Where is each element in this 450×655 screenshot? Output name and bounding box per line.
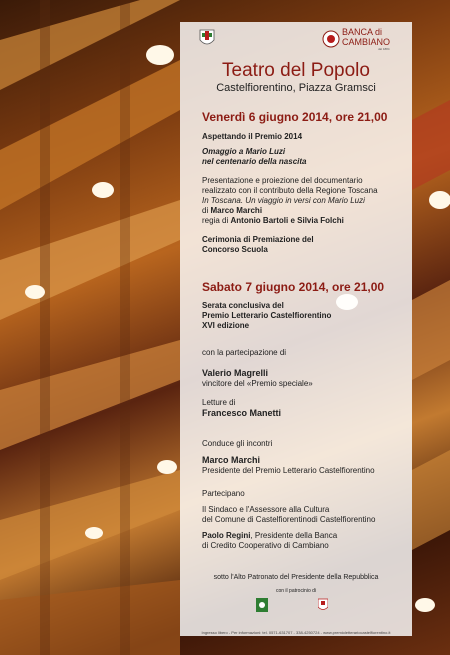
day2-marco-role: Presidente del Premio Letterario Castelfiorentino xyxy=(202,466,375,475)
day2-serata-line3: XVI edizione xyxy=(202,321,250,330)
day1-doc-line1: Presentazione e proiezione del documentario xyxy=(202,176,363,185)
page-title: Teatro del Popolo xyxy=(222,60,370,81)
day1-doc-title: In Toscana. Un viaggio in versi con Mario Luzi xyxy=(202,196,365,205)
day1-di-name: Marco Marchi xyxy=(210,206,263,215)
day2-marco-name: Marco Marchi xyxy=(202,455,261,465)
day2-sindaco-line2: del Comune di Castelfiorentinodi Castelfiorentino xyxy=(202,515,376,524)
day1-omaggio-line2: nel centenario della nascita xyxy=(202,157,307,166)
day1-doc-line2: realizzato con il contributo della Regione Toscana xyxy=(202,186,378,195)
footer-info: Ingresso libero - Per informazioni: tel. 0571-631707 - 338-4250724 - www.premioletterariocastelfiorentino.it xyxy=(201,630,391,635)
bank-logo-icon xyxy=(322,30,340,48)
bank-name-line2: CAMBIANO xyxy=(342,37,391,47)
day2-paolo-role-line2: di Credito Cooperativo di Cambiano xyxy=(202,541,329,550)
day1-regia-line xyxy=(202,216,344,226)
day2-serata-line1: Serata conclusiva del xyxy=(202,301,284,310)
patrocinio-text: con il patrocinio di xyxy=(275,588,317,594)
day2-paolo-name: Paolo Regini xyxy=(202,531,251,540)
bank-name-line1: BANCA di xyxy=(342,27,383,37)
day1-di-line xyxy=(202,206,262,216)
day2-partecipano: Partecipano xyxy=(202,489,245,498)
day2-partecipazione: con la partecipazione di xyxy=(202,348,287,357)
day1-cerimonia-line2: Concorso Scuola xyxy=(202,245,268,254)
day1-heading: Aspettando il Premio 2014 xyxy=(202,132,303,141)
day1-regia-prefix: regia di xyxy=(202,216,229,225)
day2-valerio-role: vincitore del «Premio speciale» xyxy=(202,379,313,388)
day1-date: Venerdì 6 giugno 2014, ore 21,00 xyxy=(202,110,388,124)
day1-di-prefix: di xyxy=(202,206,209,215)
day1-regia-names: Antonio Bartoli e Silvia Folchi xyxy=(230,216,344,225)
day1-cerimonia-line1: Cerimonia di Premiazione del xyxy=(202,235,314,244)
day2-paolo-role-line1: , Presidente della Banca xyxy=(250,531,338,540)
day2-serata-line2: Premio Letterario Castelfiorentino xyxy=(202,311,332,320)
day1-omaggio-line1: Omaggio a Mario Luzi xyxy=(202,147,286,156)
region-logo-icon xyxy=(256,598,268,612)
day2-date: Sabato 7 giugno 2014, ore 21,00 xyxy=(202,280,385,294)
day2-paolo-line1 xyxy=(202,531,337,541)
day2-conduce: Conduce gli incontri xyxy=(202,439,273,448)
patronato-text: sotto l'Alto Patronato del Presidente della Repubblica xyxy=(213,574,379,581)
day2-letture: Letture di xyxy=(202,398,236,407)
day2-letture-name: Francesco Manetti xyxy=(202,408,282,418)
page-subtitle: Castelfiorentino, Piazza Gramsci xyxy=(216,82,376,94)
bank-founded: dal 1884 xyxy=(378,47,390,51)
day2-sindaco-line1: Il Sindaco e l'Assessore alla Cultura xyxy=(202,505,330,514)
day2-valerio-name: Valerio Magrelli xyxy=(202,368,269,378)
municipality-crest-icon xyxy=(199,28,215,48)
province-crest-icon xyxy=(318,598,328,612)
